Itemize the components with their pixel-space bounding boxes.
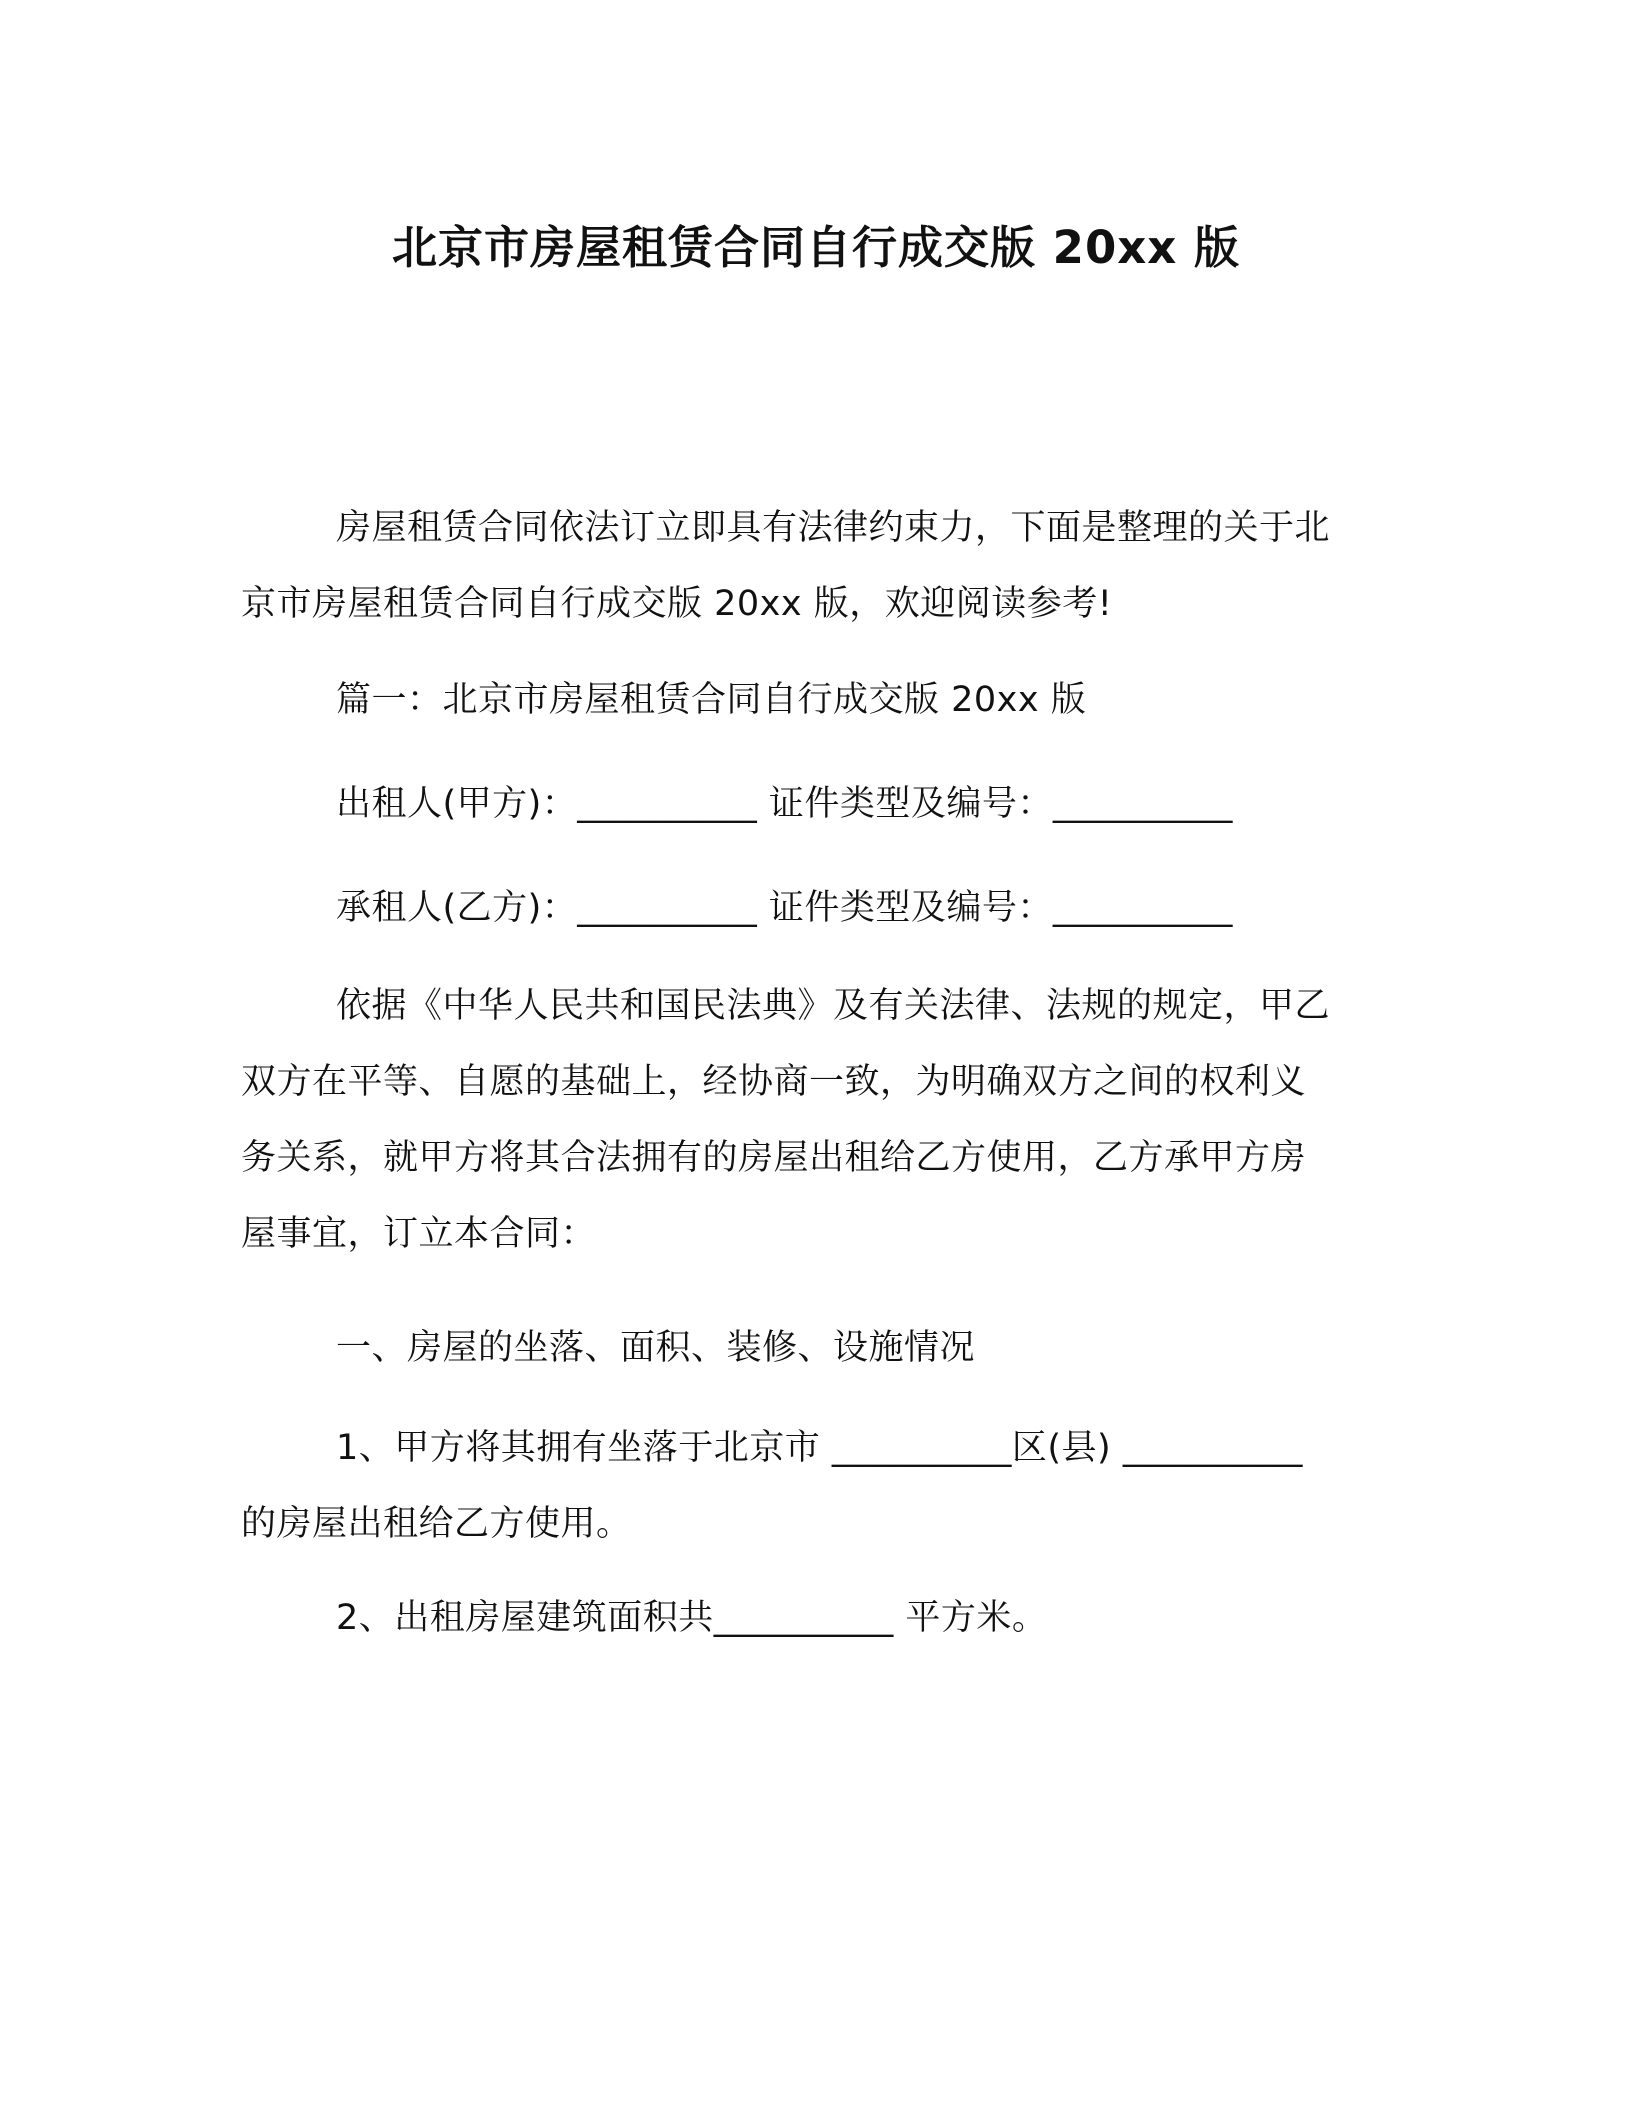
basis-line-2: 双方在平等、自愿的基础上，经协商一致，为明确双方之间的权利义: [241, 1062, 1307, 1102]
basis-line-1: 依据《中华人民共和国民法典》及有关法律、法规的规定，甲乙: [336, 986, 1331, 1026]
section-heading-block: [241, 662, 1377, 738]
intro-line-1: 房屋租赁合同依法订立即具有法律约束力，下面是整理的关于北: [336, 508, 1331, 548]
item-2-block: [241, 1580, 1377, 1656]
intro-line-2: 京市房屋租赁合同自行成交版 20xx 版，欢迎阅读参考!: [241, 584, 1113, 624]
document-body: [241, 490, 1377, 642]
document-title: 北京市房屋租赁合同自行成交版 20xx 版: [391, 221, 1240, 274]
lessee-block: [241, 870, 1377, 946]
item-1-paragraph: [241, 1410, 1377, 1562]
clause-one-block: [241, 1310, 1377, 1386]
basis-line-3: 务关系，就甲方将其合法拥有的房屋出租给乙方使用，乙方承甲方房: [241, 1138, 1307, 1178]
clause-one-heading: 一、房屋的坐落、面积、装修、设施情况: [336, 1328, 976, 1368]
lessee-line: 承租人(乙方)：__________ 证件类型及编号：__________: [336, 888, 1233, 928]
item-2-line: 2、出租房屋建筑面积共__________ 平方米。: [336, 1598, 1048, 1638]
item-1-line-2: 的房屋出租给乙方使用。: [241, 1504, 632, 1544]
basis-paragraph: [241, 968, 1377, 1272]
item-1-line-1: 1、甲方将其拥有坐落于北京市 __________区(县) __________: [336, 1428, 1303, 1468]
section-heading: 篇一：北京市房屋租赁合同自行成交版 20xx 版: [336, 680, 1087, 720]
lessor-line: 出租人(甲方)：__________ 证件类型及编号：__________: [336, 784, 1233, 824]
lessor-block: [241, 766, 1377, 842]
basis-line-4: 屋事宜，订立本合同：: [241, 1214, 597, 1254]
